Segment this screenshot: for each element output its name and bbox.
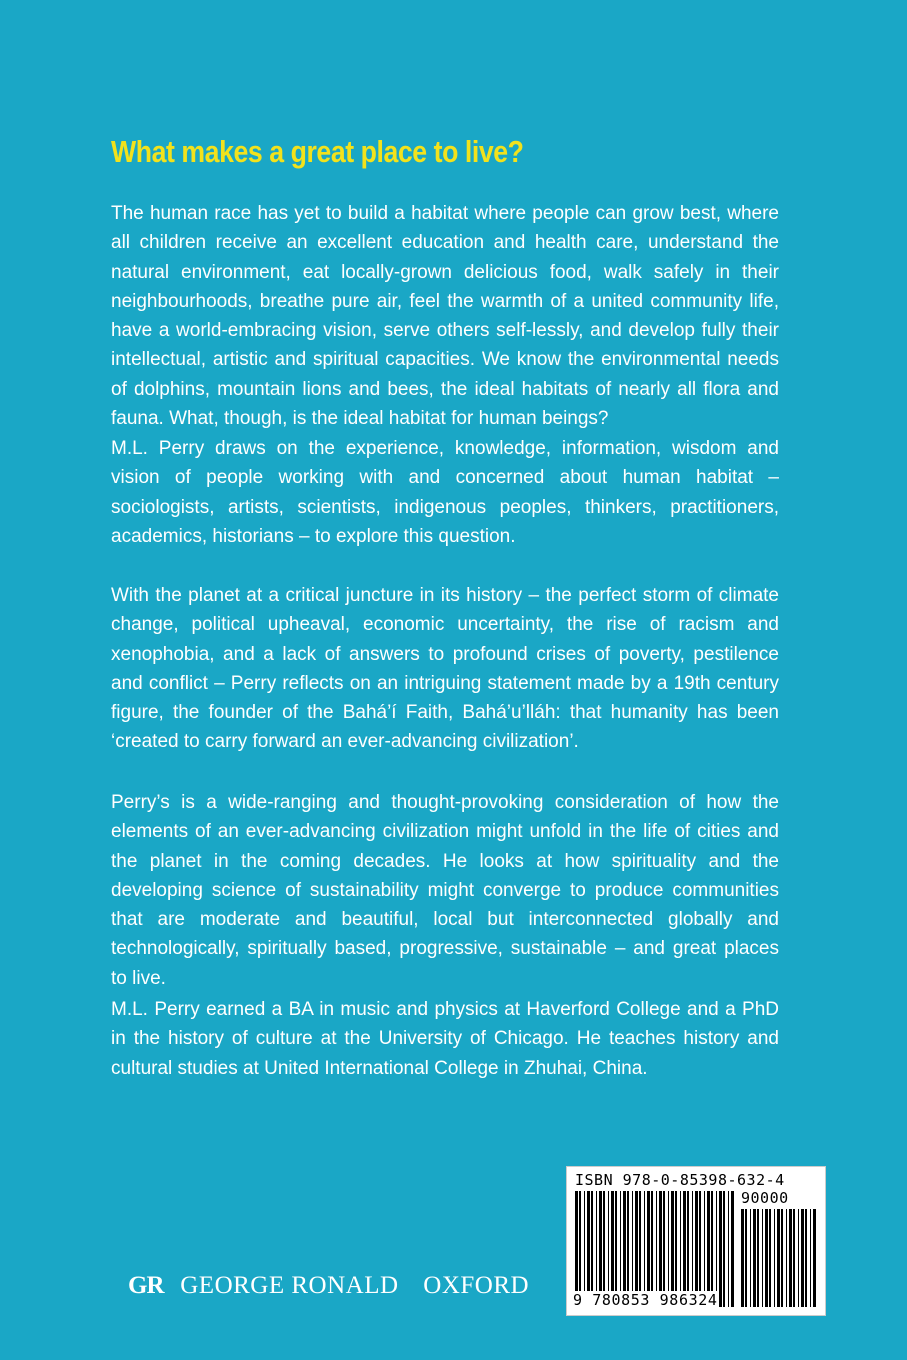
- barcode-bar: [716, 1191, 717, 1307]
- publisher-imprint: [128, 1272, 529, 1312]
- barcode-bar: [781, 1209, 783, 1307]
- barcode-bar: [620, 1191, 621, 1307]
- barcode-bar: [591, 1191, 593, 1307]
- author-bio-paragraph: M.L. Perry earned a BA in music and physics at Haverford College and a PhD in the history of culture at the University of Chicago. He teaches history and cultural studies at United International College in Zhuhai, China.: [111, 999, 779, 1079]
- barcode-bar: [608, 1191, 609, 1307]
- blurb-paragraph-1: The human race has yet to build a habitat where people can grow best, where all children receive an excellent education and health care, understand the natural environment, eat locally-grown delicious food, walk safely in their neighbourhoods, breathe pure air, feel the warmth of a united community life, have a world-embracing vision, serve others self-lessly, and develop fully their intellectual, artistic and spiritual capacities. We know the environmental needs of dolphins, mountain lions and bees, the ideal habitats of nearly all flora and fauna. What, though, is the ideal habitat for human beings?: [111, 203, 779, 430]
- barcode-bar: [663, 1191, 665, 1307]
- barcode-bar: [603, 1191, 605, 1307]
- barcode-bar: [683, 1191, 686, 1307]
- barcode-bar: [579, 1191, 581, 1307]
- barcode-bar: [611, 1191, 614, 1307]
- barcode-bar: [587, 1191, 590, 1307]
- barcode-bar: [750, 1209, 751, 1307]
- barcode-bar: [707, 1191, 710, 1307]
- barcode-bar: [813, 1209, 816, 1307]
- barcode-bar: [668, 1191, 669, 1307]
- barcode-bar: [632, 1191, 633, 1307]
- barcode-bar: [719, 1191, 722, 1307]
- barcode-bar: [675, 1191, 677, 1307]
- barcode-bar: [741, 1209, 744, 1307]
- barcode-bar: [651, 1191, 653, 1307]
- barcode-bar: [644, 1191, 645, 1307]
- barcode-bar: [656, 1191, 657, 1307]
- barcode-bar: [789, 1209, 792, 1307]
- blurb-paragraph-3: With the planet at a critical juncture in its history – the perfect storm of climate change, political upheaval, economic uncertainty, the rise of racism and xenophobia, and a lack of answers to profound crises of poverty, pestilence and conflict – Perry reflects on an intriguing statement made by a 19th century figure, the founder of the Bahá’í Faith, Bahá’u’lláh: that humanity has been ‘created to carry forward an ever-advancing civilization’.: [111, 585, 779, 753]
- barcode-bar: [745, 1209, 747, 1307]
- barcode-bar: [575, 1191, 578, 1307]
- isbn-label: ISBN 978-0-85398-632-4: [575, 1171, 785, 1189]
- barcode-bar: [774, 1209, 775, 1307]
- barcode-bar: [765, 1209, 768, 1307]
- barcode-bar: [793, 1209, 795, 1307]
- barcode-bar: [798, 1209, 799, 1307]
- barcode-bar: [699, 1191, 701, 1307]
- barcode-bar: [584, 1191, 585, 1307]
- barcode-bar: [671, 1191, 674, 1307]
- barcode-bar: [777, 1209, 780, 1307]
- barcode-bar: [769, 1209, 771, 1307]
- barcode-bar: [692, 1191, 693, 1307]
- barcode-bar: [623, 1191, 626, 1307]
- barcode-bar: [786, 1209, 787, 1307]
- barcode-bar: [639, 1191, 641, 1307]
- blurb-paragraph-4: Perry’s is a wide-ranging and thought-provoking consideration of how the elements of an ever-advancing civilization might unfold in the life of cities and the planet in the coming decades. He looks at how spirituality and the developing science of sustainability might converge to produce communities that are moderate and beautiful, local but interconnected globally and technologically, spiritually based, progressive, sustainable – and great places to live.: [111, 792, 779, 989]
- barcode-bar: [627, 1191, 629, 1307]
- blurb-paragraph-2: M.L. Perry draws on the experience, knowledge, information, wisdom and vision of people working with and concerned about human habitat – sociologists, artists, scientists, indigenous peoples, thinkers, practitioners, academics, historians – to explore this question.: [111, 438, 779, 547]
- barcode-bar: [599, 1191, 602, 1307]
- isbn-barcode: [566, 1166, 826, 1316]
- barcode-bar: [753, 1209, 756, 1307]
- barcode-bar: [810, 1209, 811, 1307]
- publisher-logo: GR: [128, 1272, 164, 1299]
- barcode-bar: [635, 1191, 638, 1307]
- ean-digits: 9 780853 986324: [573, 1291, 718, 1309]
- barcode-bar: [757, 1209, 759, 1307]
- publisher-city: OXFORD: [423, 1272, 530, 1299]
- barcode-bar: [615, 1191, 617, 1307]
- barcode-bar: [596, 1191, 597, 1307]
- barcode-bar: [647, 1191, 650, 1307]
- price-addon: 90000: [741, 1189, 789, 1207]
- barcode-bar: [801, 1209, 804, 1307]
- publisher-name: GEORGE RONALD: [180, 1272, 399, 1299]
- barcode-bar: [704, 1191, 705, 1307]
- cover-heading: What makes a great place to live?: [111, 134, 524, 169]
- barcode-bar: [728, 1191, 729, 1307]
- barcode-bar: [711, 1191, 713, 1307]
- barcode-bar: [731, 1191, 734, 1307]
- barcode-bar: [762, 1209, 763, 1307]
- barcode-bar: [680, 1191, 681, 1307]
- barcode-bar: [659, 1191, 662, 1307]
- barcode-bar: [723, 1191, 725, 1307]
- barcode-bar: [687, 1191, 689, 1307]
- barcode-bar: [805, 1209, 807, 1307]
- barcode-bar: [695, 1191, 698, 1307]
